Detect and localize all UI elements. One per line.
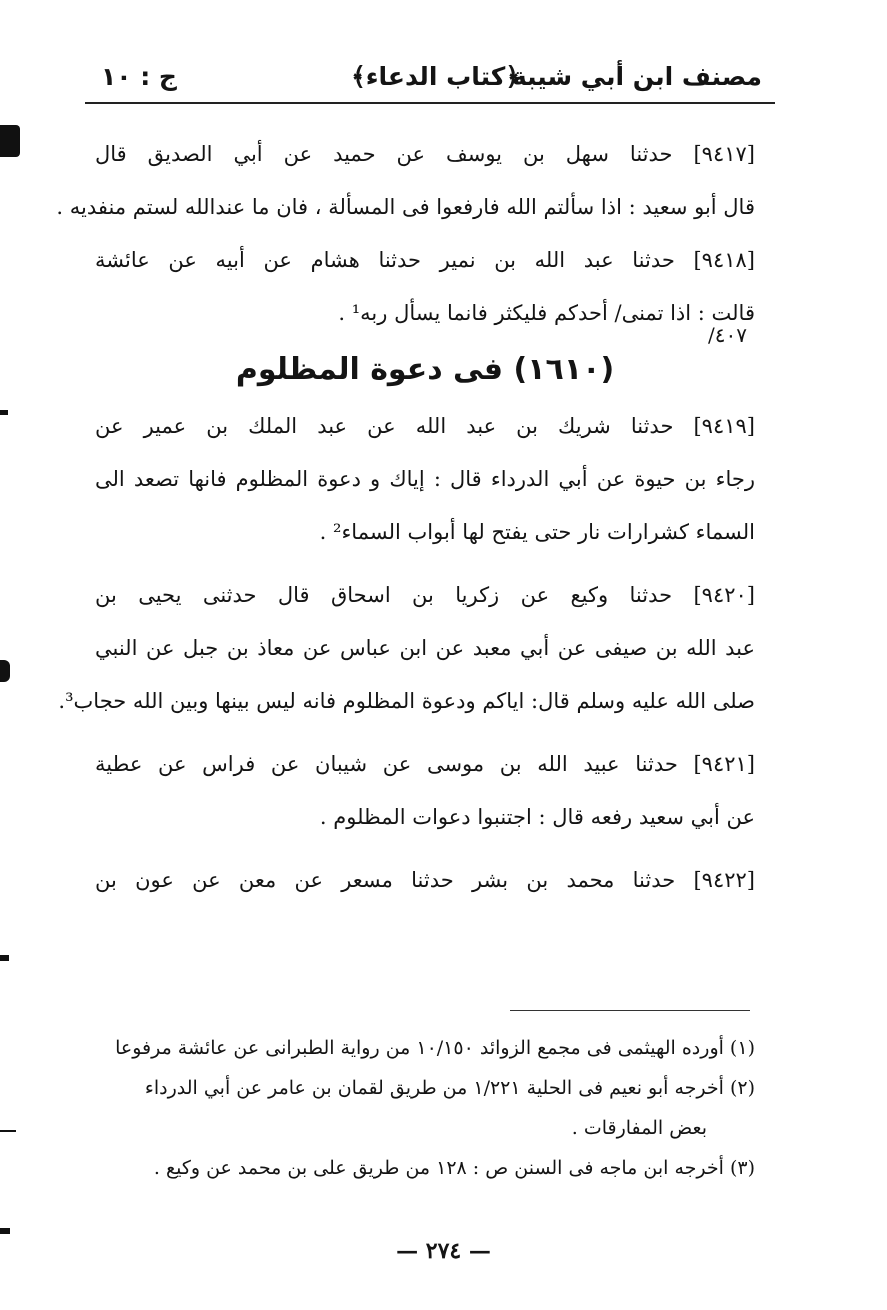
scan-edge-mark	[0, 955, 9, 961]
text-line: [٩٤٢٢] حدثنا محمد بن بشر حدثنا مسعر عن معن عن عون بن	[95, 868, 755, 892]
footnote: (١) أورده الهيثمى فى مجمع الزوائد ١٠/١٥٠ من رواية الطبرانى عن عائشة مرفوعا	[115, 1037, 755, 1059]
text-line: [٩٤١٧] حدثنا سهل بن يوسف عن حميد عن أبي الصديق قال	[95, 142, 755, 166]
book-title: مصنف ابن أبي شيبة	[511, 62, 762, 91]
volume-number: ج : ١٠	[101, 62, 177, 91]
text-line: [٩٤٢١] حدثنا عبيد الله بن موسى عن شيبان عن فراس عن عطية	[95, 752, 755, 776]
scan-edge-mark	[0, 1228, 10, 1234]
text-line: عن أبي سعيد رفعه قال : اجتنبوا دعوات المظلوم .	[319, 805, 755, 829]
footnote-continuation: بعض المفارقات .	[571, 1117, 707, 1139]
text-line: رجاء بن حيوة عن أبي الدرداء قال : إياك و دعوة المظلوم فانها تصعد الى	[95, 467, 755, 491]
scan-edge-mark	[0, 125, 20, 157]
text-line: [٩٤١٨] حدثنا عبد الله بن نمير حدثنا هشام عن أبيه عن عائشة	[95, 248, 755, 272]
text-line: [٩٤١٩] حدثنا شريك بن عبد الله عن عبد الملك بن عمير عن	[95, 414, 755, 438]
footnote: (٢) أخرجه أبو نعيم فى الحلية ١/٢٢١ من طريق لقمان بن عامر عن أبي الدرداء	[144, 1077, 755, 1099]
page-number: — ٢٧٤ —	[396, 1238, 491, 1264]
text-line: عبد الله بن صيفى عن أبي معبد عن ابن عباس عن معاذ بن جبل عن النبي	[95, 636, 755, 660]
main-text	[56, 128, 755, 907]
footnote-rule	[510, 1010, 750, 1011]
margin-page-marker: ٤٠٧/	[708, 323, 747, 347]
chapter-heading: (١٦١٠) فى دعوة المظلوم	[235, 352, 615, 387]
footnotes	[95, 1028, 755, 1188]
scan-edge-mark	[0, 1130, 16, 1132]
text-line: قالت : اذا تمنى/ أحدكم فليكثر فانما يسأل ربه¹ .	[338, 301, 755, 325]
header-rule	[85, 102, 775, 104]
footnote: (٣) أخرجه ابن ماجه فى السنن ص : ١٢٨ من طريق على بن محمد عن وكيع .	[153, 1157, 755, 1179]
text-line: السماء كشرارات نار حتى يفتح لها أبواب السماء² .	[319, 520, 755, 544]
text-line: صلى الله عليه وسلم قال: اياكم ودعوة المظلوم فانه ليس بينها وبين الله حجاب³.	[58, 689, 755, 713]
page-header	[85, 58, 770, 102]
scan-edge-mark	[0, 660, 10, 682]
text-line: [٩٤٢٠] حدثنا وكيع عن زكريا بن اسحاق قال حدثنى يحيى بن	[95, 583, 755, 607]
section-title: ﴿كتاب الدعاء﴾	[351, 62, 520, 91]
scan-edge-mark	[0, 410, 8, 415]
text-line: قال أبو سعيد : اذا سألتم الله فارفعوا فى المسألة ، فان ما عندالله لستم منفديه .	[56, 195, 755, 219]
